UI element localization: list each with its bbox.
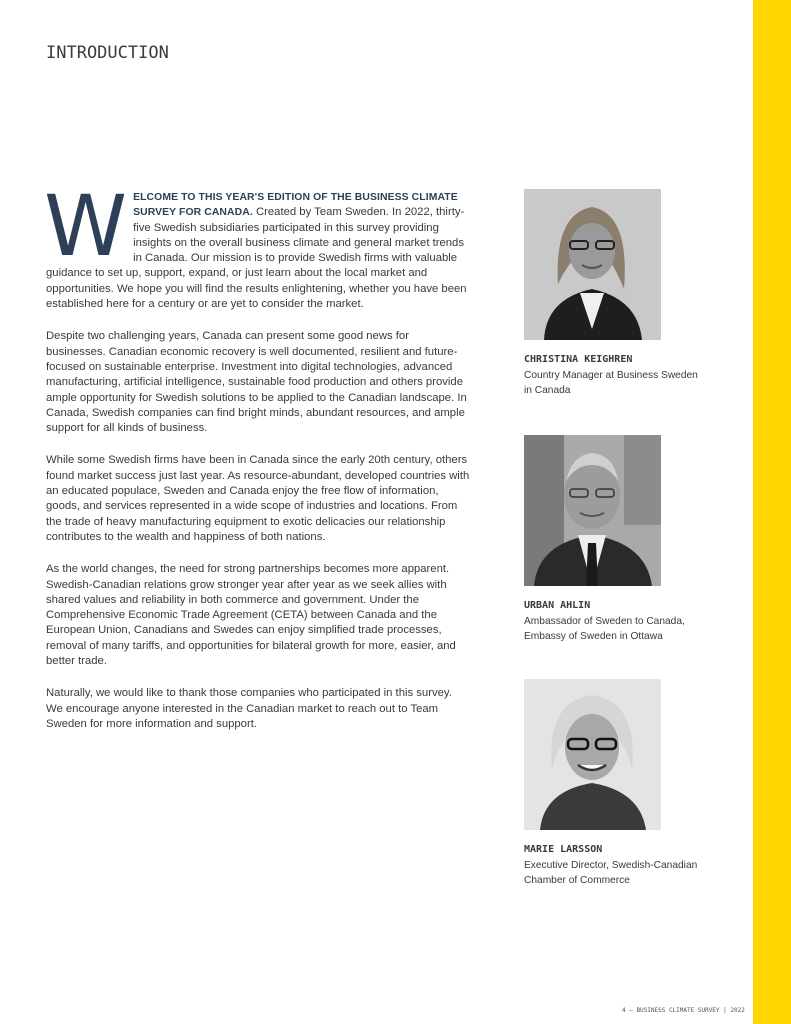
person-name: MARIE LARSSON (524, 844, 603, 855)
profile-marie-larsson (524, 679, 734, 888)
intro-paragraph: Despite two challenging years, Canada can present some good news for businesses. Canadian economic recovery is well documented, resilient and future-focused on sustainable enterprise. Investment into digital technologies, advanced manufacturing, artificial intelligence, sustainable food production and others provide ample opportunity for Swedish solutions to be applied to the Canadian landscape. In Canada, Swedish companies can find bright minds, abundant resources, and ample support for all kinds of business. (46, 330, 467, 435)
lead-text: Created by Team Sweden. In 2022, thirty-five Swedish subsidiaries participated in this survey providing insights on the overall business climate and general market trends in Canada. Our mission is to provide Swedish firms with valuable guidance to set up, support, expand, or just learn about the local market and opportunities. We hope you will find the results enlightening, whether you have been established here for a century or are yet to consider the market. (46, 206, 467, 311)
person-name: CHRISTINA KEIGHREN (524, 354, 633, 365)
portrait-photo (524, 679, 661, 830)
profile-urban-ahlin (524, 435, 734, 644)
intro-paragraph-lead (44, 177, 471, 312)
intro-body (44, 177, 471, 749)
page-footer: 4 – BUSINESS CLIMATE SURVEY | 2022 (622, 1007, 745, 1014)
person-name: URBAN AHLIN (524, 600, 591, 611)
intro-paragraph: Naturally, we would like to thank those companies who participated in this survey. We encourage anyone interested in the Canadian market to reach out to Team Sweden for more information and support. (46, 687, 452, 730)
portrait-photo (524, 435, 661, 586)
lead-heading: ELCOME TO THIS YEAR'S EDITION OF THE BUSINESS CLIMATE SURVEY FOR CANADA. (133, 192, 458, 219)
yellow-side-bar (753, 0, 791, 1024)
intro-paragraph: While some Swedish firms have been in Canada since the early 20th century, others found market success just last year. As resource-abundant, developed countries with an educated populace, Sweden and Canada enjoy the free flow of information, goods, and services represented in a wide scope of industries and locations. From the trade of heavy manufacturing equipment to exotic delicacies our relationship contributes to the wealth and happiness of both nations. (46, 454, 470, 543)
person-role: Country Manager at Business Sweden in Canada (524, 370, 698, 396)
drop-cap: W (44, 177, 128, 275)
profile-christina-keighren (524, 189, 734, 398)
portrait-photo (524, 189, 661, 340)
page-title: INTRODUCTION (46, 43, 169, 63)
person-role: Executive Director, Swedish-Canadian Chamber of Commerce (524, 860, 698, 886)
person-role: Ambassador of Sweden to Canada, Embassy of Sweden in Ottawa (524, 616, 685, 642)
intro-paragraph: As the world changes, the need for strong partnerships becomes more apparent. Swedish-Canadian relations grow stronger year after year as we seek allies with shared values and reliability in both commerce and government. Under the Comprehensive Economic Trade Agreement (CETA) between Canada and the European Union, Canadians and Swedes can enjoy simplified trade processes, removal of many tariffs, and opportunities for bilateral growth for more, easier, and better trade. (46, 563, 456, 668)
